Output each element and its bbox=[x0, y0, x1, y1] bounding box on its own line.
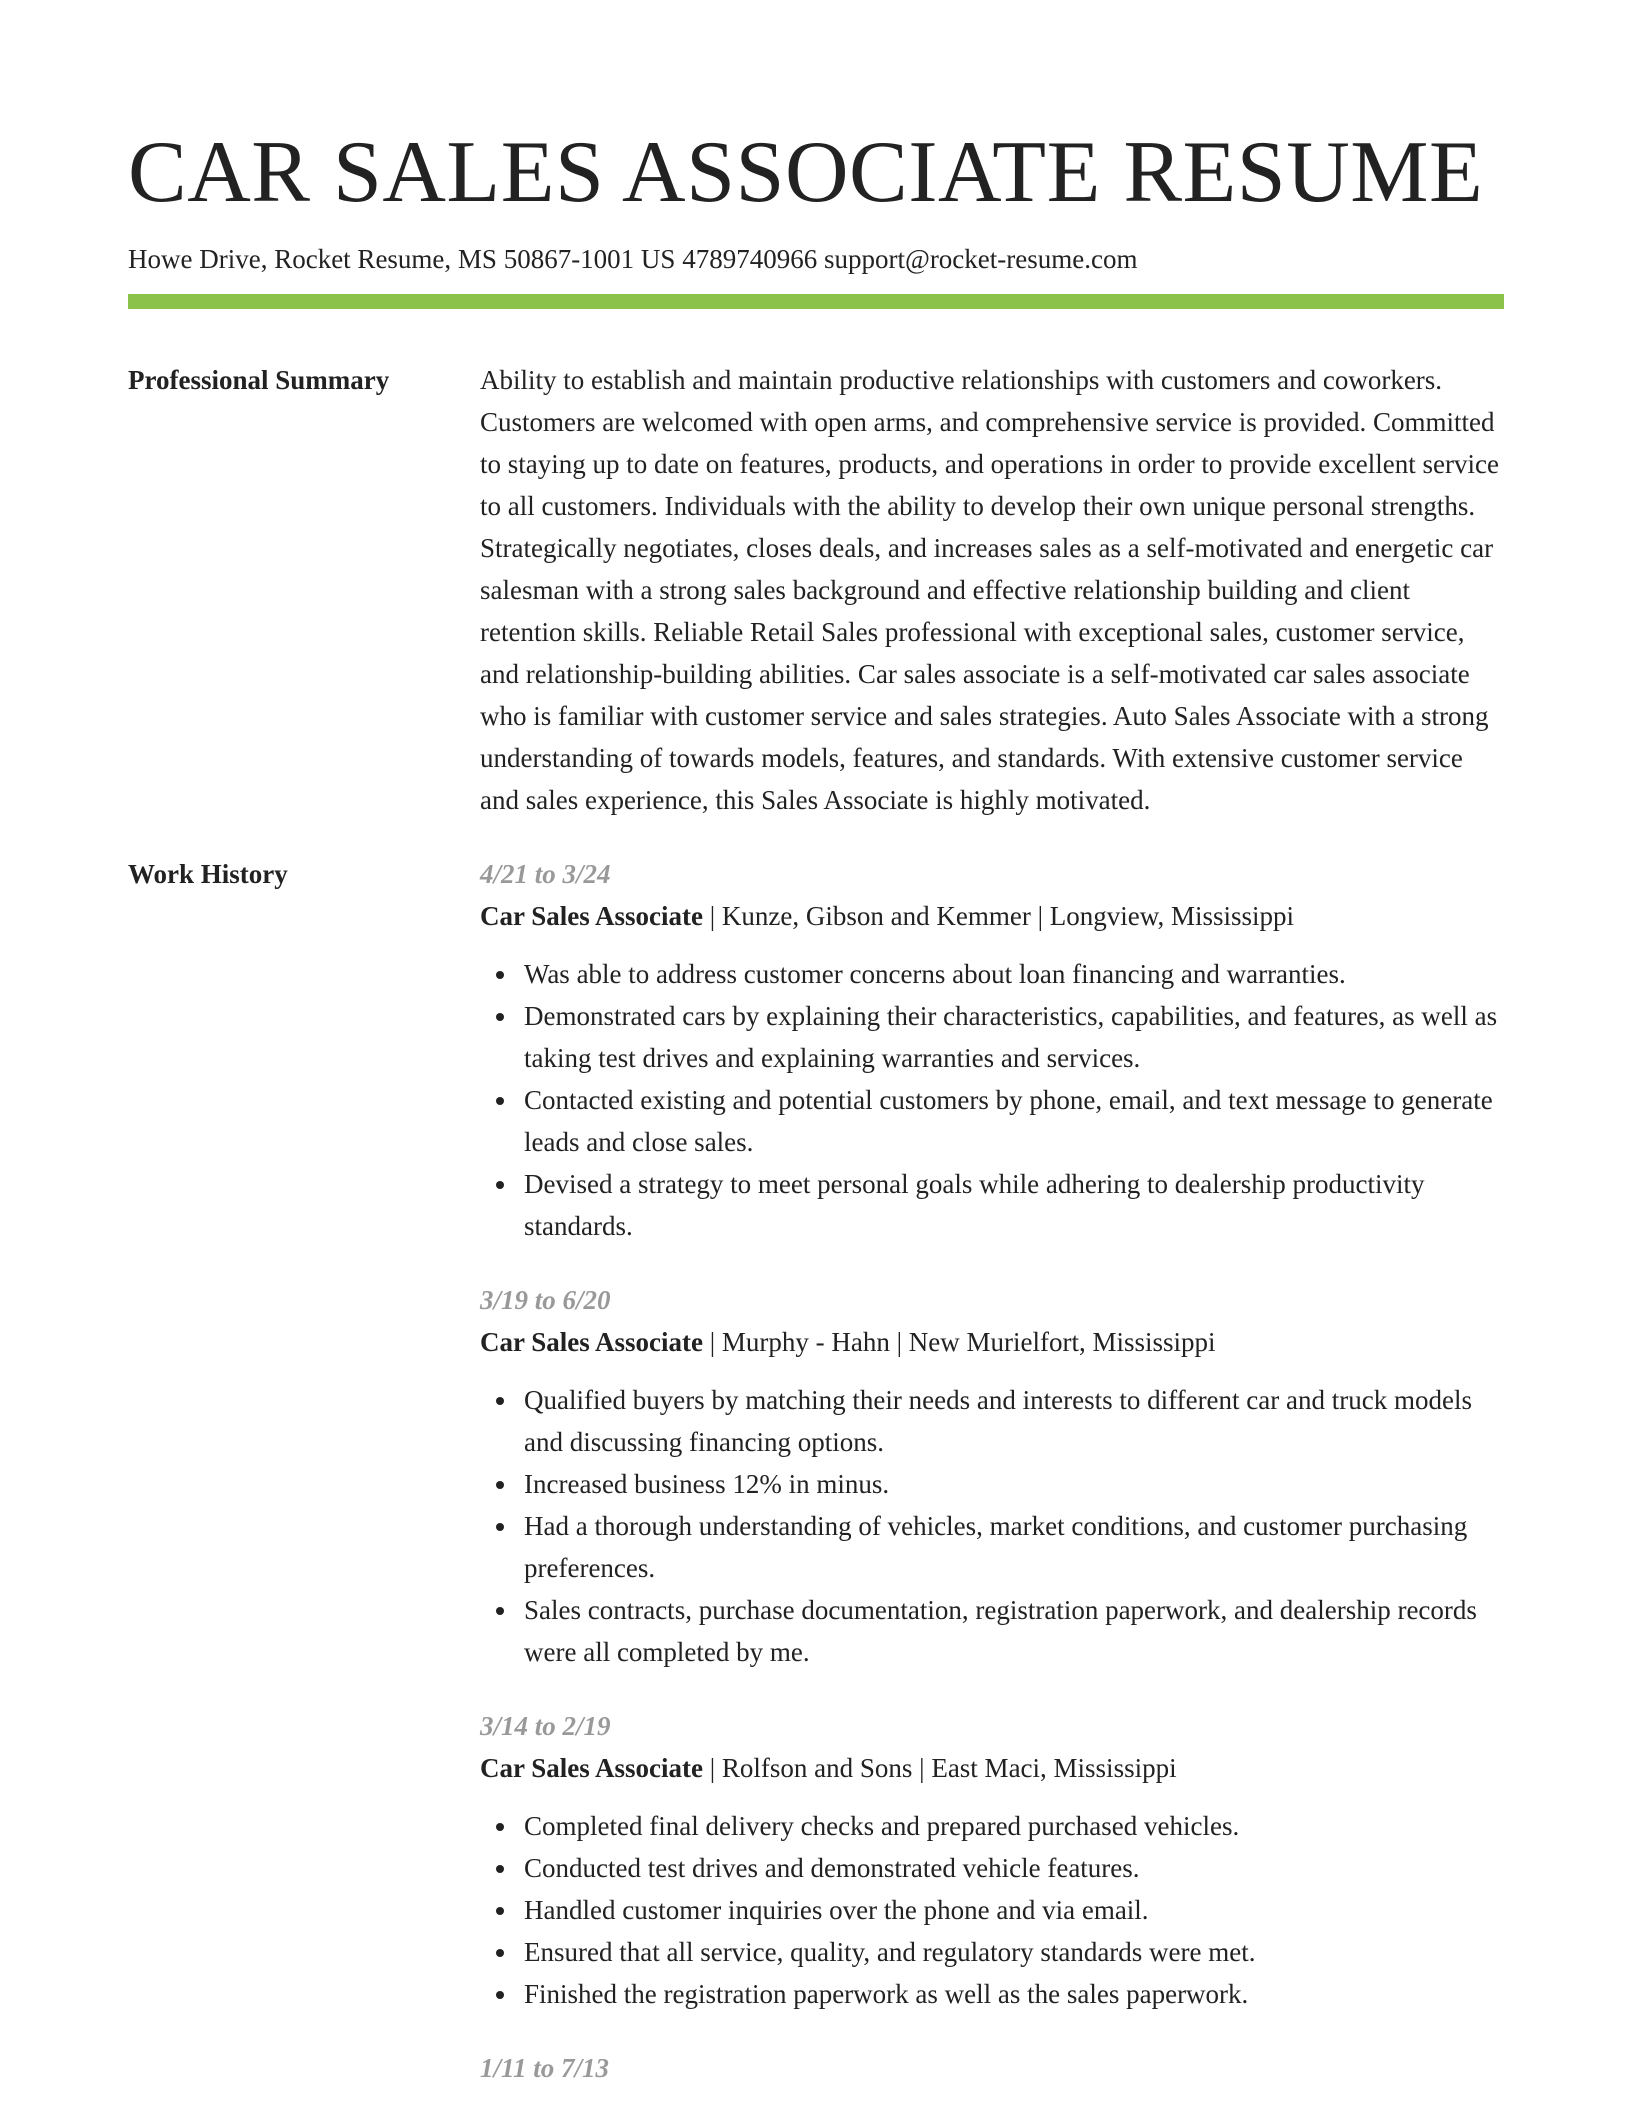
list-item bbox=[524, 1505, 1504, 1589]
job-entry bbox=[480, 2047, 1504, 2089]
bullet-icon bbox=[496, 1523, 504, 1531]
bullet-icon bbox=[496, 1097, 504, 1105]
job-title-line bbox=[480, 1321, 1504, 1363]
bullet-icon bbox=[496, 1865, 504, 1873]
bullet-text: Had a thorough understanding of vehicles, market conditions, and customer purchasing preferences. bbox=[524, 1511, 1468, 1583]
summary-body bbox=[480, 359, 1504, 821]
bullet-icon bbox=[496, 1181, 504, 1189]
job-dates: 3/14 to 2/19 bbox=[480, 1711, 611, 1741]
list-item bbox=[524, 1589, 1504, 1673]
job-title-line bbox=[480, 895, 1504, 937]
bullet-icon bbox=[496, 1397, 504, 1405]
job-bullets bbox=[480, 1805, 1504, 2015]
job-dates: 4/21 to 3/24 bbox=[480, 859, 611, 889]
job-title: Car Sales Associate bbox=[480, 1753, 703, 1783]
bullet-text: Increased business 12% in minus. bbox=[524, 1469, 890, 1499]
work-history-label: Work History bbox=[128, 859, 288, 889]
job-dates: 1/11 to 7/13 bbox=[480, 2053, 610, 2083]
job-entry bbox=[480, 1705, 1504, 2015]
bullet-icon bbox=[496, 1823, 504, 1831]
summary-label: Professional Summary bbox=[128, 365, 390, 395]
bullet-icon bbox=[496, 1991, 504, 1999]
work-history-section bbox=[128, 853, 1504, 2121]
job-entry bbox=[480, 853, 1504, 1247]
summary-section bbox=[128, 359, 1504, 821]
job-entry bbox=[480, 1279, 1504, 1673]
list-item bbox=[524, 995, 1504, 1079]
job-dates: 3/19 to 6/20 bbox=[480, 1285, 611, 1315]
bullet-icon bbox=[496, 971, 504, 979]
bullet-text: Completed final delivery checks and prepared purchased vehicles. bbox=[524, 1811, 1240, 1841]
list-item bbox=[524, 1379, 1504, 1463]
list-item bbox=[524, 1889, 1504, 1931]
bullet-text: Handled customer inquiries over the phone and via email. bbox=[524, 1895, 1149, 1925]
summary-text: Ability to establish and maintain productive relationships with customers and coworkers. Customers are welcomed with open arms, and comprehensive service is provided. Committed to staying up to date on features, products, and operations in order to provide excellent service to all customers. Individuals with the ability to develop their own unique personal strengths. Strategically negotiates, closes deals, and increases sales as a self-motivated and energetic car salesman with a strong sales background and effective relationship building and client retention skills. Reliable Retail Sales professional with exceptional sales, customer service, and relationship-building abilities. Car sales associate is a self-motivated car sales associate who is familiar with customer service and sales strategies. Auto Sales Associate with a strong understanding of towards models, features, and standards. With extensive customer service and sales experience, this Sales Associate is highly motivated. bbox=[480, 365, 1499, 815]
job-title: Car Sales Associate bbox=[480, 1327, 703, 1357]
job-details: | Murphy - Hahn | New Murielfort, Mississippi bbox=[703, 1327, 1216, 1357]
list-item bbox=[524, 1973, 1504, 2015]
bullet-text: Devised a strategy to meet personal goals while adhering to dealership productivity standards. bbox=[524, 1169, 1425, 1241]
bullet-icon bbox=[496, 1949, 504, 1957]
bullet-text: Was able to address customer concerns about loan financing and warranties. bbox=[524, 959, 1346, 989]
list-item bbox=[524, 1163, 1504, 1247]
bullet-text: Qualified buyers by matching their needs and interests to different car and truck models and discussing financing options. bbox=[524, 1385, 1472, 1457]
job-details: | Rolfson and Sons | East Maci, Mississippi bbox=[703, 1753, 1177, 1783]
bullet-icon bbox=[496, 1607, 504, 1615]
bullet-icon bbox=[496, 1907, 504, 1915]
bullet-icon bbox=[496, 1013, 504, 1021]
bullet-text: Conducted test drives and demonstrated vehicle features. bbox=[524, 1853, 1140, 1883]
list-item bbox=[524, 953, 1504, 995]
job-title-line bbox=[480, 1747, 1504, 1789]
bullet-text: Finished the registration paperwork as well as the sales paperwork. bbox=[524, 1979, 1249, 2009]
list-item bbox=[524, 1847, 1504, 1889]
job-bullets bbox=[480, 1379, 1504, 1673]
job-title: Car Sales Associate bbox=[480, 901, 703, 931]
bullet-text: Demonstrated cars by explaining their characteristics, capabilities, and features, as well as taking test drives and explaining warranties and services. bbox=[524, 1001, 1498, 1073]
bullet-text: Ensured that all service, quality, and regulatory standards were met. bbox=[524, 1937, 1256, 1967]
bullet-text: Contacted existing and potential customers by phone, email, and text message to generate leads and close sales. bbox=[524, 1085, 1493, 1157]
list-item bbox=[524, 1463, 1504, 1505]
list-item bbox=[524, 1931, 1504, 1973]
resume-title: CAR SALES ASSOCIATE RESUME bbox=[128, 124, 1484, 221]
bullet-text: Sales contracts, purchase documentation, registration paperwork, and dealership records were all completed by me. bbox=[524, 1595, 1477, 1667]
contact-info: Howe Drive, Rocket Resume, MS 50867-1001 US 4789740966 support@rocket-resume.com bbox=[128, 244, 1138, 274]
accent-divider bbox=[128, 294, 1504, 309]
list-item bbox=[524, 1805, 1504, 1847]
job-details: | Kunze, Gibson and Kemmer | Longview, Mississippi bbox=[703, 901, 1294, 931]
bullet-icon bbox=[496, 1481, 504, 1489]
work-history-body bbox=[480, 853, 1504, 2121]
list-item bbox=[524, 1079, 1504, 1163]
job-bullets bbox=[480, 953, 1504, 1247]
